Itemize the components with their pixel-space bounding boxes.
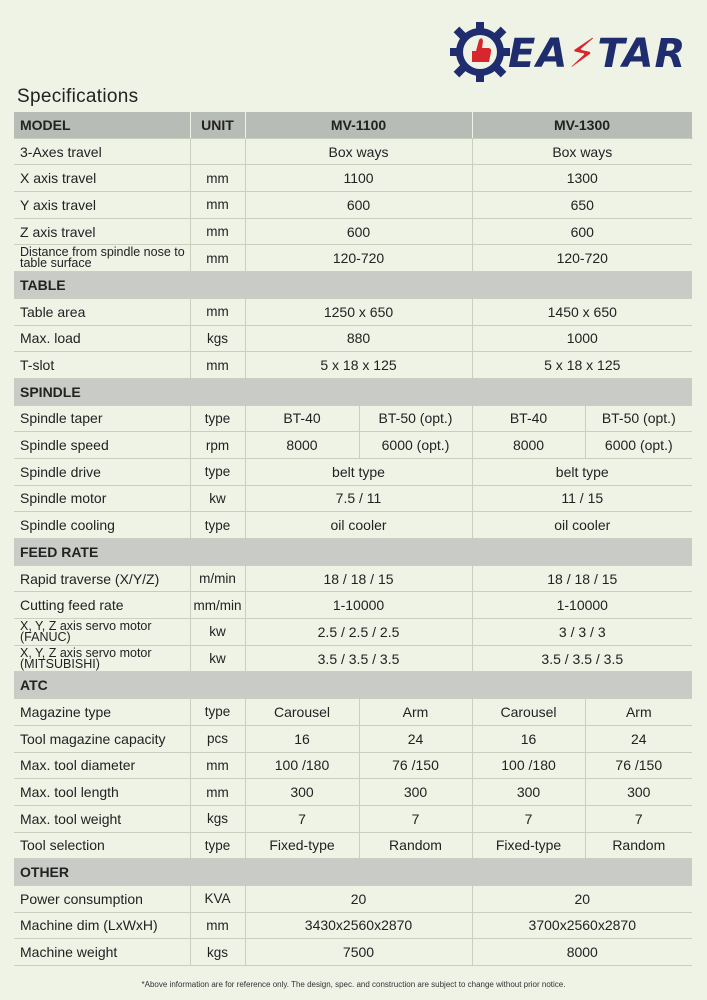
mv1300-value-a: 8000: [472, 432, 585, 459]
row-label: Y axis travel: [14, 192, 190, 219]
row-label: Machine weight: [14, 939, 190, 966]
table-row: [14, 405, 692, 432]
row-unit: mm: [190, 298, 245, 325]
table-row: [14, 912, 692, 939]
mv1300-value: Box ways: [472, 138, 692, 165]
mv1100-value-b: 300: [359, 779, 472, 806]
mv1300-value: 120-720: [472, 245, 692, 272]
mv1100-value: 2.5 / 2.5 / 2.5: [245, 619, 472, 646]
mv1300-value: 600: [472, 218, 692, 245]
table-row: [14, 725, 692, 752]
section-atc: ATC: [14, 672, 692, 699]
mv1300-value: 20: [472, 885, 692, 912]
mv1100-value-b: 76 /150: [359, 752, 472, 779]
table-row: [14, 218, 692, 245]
mv1300-value-b: Random: [585, 832, 692, 859]
brand-wordmark: EA⚡TAR: [508, 31, 687, 77]
row-label: Machine dim (LxWxH): [14, 912, 190, 939]
mv1300-value: 3 / 3 / 3: [472, 619, 692, 646]
header-mv1100: MV-1100: [245, 112, 472, 138]
table-row: [14, 298, 692, 325]
mv1300-value: 1300: [472, 165, 692, 192]
mv1300-value-b: 300: [585, 779, 692, 806]
mv1100-value: 20: [245, 885, 472, 912]
header-unit: UNIT: [190, 112, 245, 138]
row-label: Max. load: [14, 325, 190, 352]
mv1300-value: 3.5 / 3.5 / 3.5: [472, 645, 692, 672]
row-label: Spindle drive: [14, 458, 190, 485]
mv1100-value-b: Arm: [359, 699, 472, 726]
row-label: 3-Axes travel: [14, 138, 190, 165]
mv1300-value-b: 6000 (opt.): [585, 432, 692, 459]
table-row: [14, 619, 692, 646]
row-unit: mm: [190, 752, 245, 779]
mv1300-value: 5 x 18 x 125: [472, 352, 692, 379]
mv1300-value: 1-10000: [472, 592, 692, 619]
section-header: [14, 859, 692, 886]
mv1100-value: 1100: [245, 165, 472, 192]
row-label: Max. tool diameter: [14, 752, 190, 779]
row-unit: pcs: [190, 725, 245, 752]
row-label: Cutting feed rate: [14, 592, 190, 619]
mv1100-value: 18 / 18 / 15: [245, 565, 472, 592]
row-label: X, Y, Z axis servo motor (FANUC): [14, 619, 190, 646]
row-unit: m/min: [190, 565, 245, 592]
mv1100-value-a: BT-40: [245, 405, 359, 432]
mv1100-value: 1250 x 650: [245, 298, 472, 325]
mv1100-value-b: BT-50 (opt.): [359, 405, 472, 432]
row-unit: kw: [190, 485, 245, 512]
mv1100-value: 880: [245, 325, 472, 352]
table-row: [14, 512, 692, 539]
mv1100-value: 600: [245, 218, 472, 245]
mv1100-value: 7.5 / 11: [245, 485, 472, 512]
table-row: [14, 565, 692, 592]
row-label: Power consumption: [14, 885, 190, 912]
section-feed-rate: FEED RATE: [14, 539, 692, 566]
table-row: [14, 352, 692, 379]
section-header: [14, 272, 692, 299]
mv1100-value-a: 7: [245, 805, 359, 832]
mv1300-value-b: 76 /150: [585, 752, 692, 779]
row-label: T-slot: [14, 352, 190, 379]
mv1300-value: oil cooler: [472, 512, 692, 539]
mv1300-value-b: BT-50 (opt.): [585, 405, 692, 432]
mv1300-value-a: 100 /180: [472, 752, 585, 779]
row-unit: kgs: [190, 939, 245, 966]
footnote: *Above information are for reference only. The design, spec. and construction are subject to change without prior notice.: [141, 980, 566, 989]
mv1300-value-a: 7: [472, 805, 585, 832]
row-unit: type: [190, 699, 245, 726]
mv1300-value-b: 24: [585, 725, 692, 752]
row-unit: mm/min: [190, 592, 245, 619]
mv1300-value: 11 / 15: [472, 485, 692, 512]
row-unit: type: [190, 512, 245, 539]
table-row: [14, 645, 692, 672]
table-row: [14, 752, 692, 779]
mv1300-value-a: Fixed-type: [472, 832, 585, 859]
row-label: Spindle motor: [14, 485, 190, 512]
mv1300-value: 1000: [472, 325, 692, 352]
mv1100-value-a: 300: [245, 779, 359, 806]
row-label: Max. tool length: [14, 779, 190, 806]
row-unit: kgs: [190, 805, 245, 832]
gear-thumb-icon: [450, 18, 510, 84]
row-unit: KVA: [190, 885, 245, 912]
table-row: [14, 165, 692, 192]
mv1100-value-a: 100 /180: [245, 752, 359, 779]
header-model: MODEL: [14, 112, 190, 138]
row-label: X, Y, Z axis servo motor (MITSUBISHI): [14, 645, 190, 672]
row-label: Spindle cooling: [14, 512, 190, 539]
row-label: Tool selection: [14, 832, 190, 859]
row-unit: kw: [190, 645, 245, 672]
row-label: Z axis travel: [14, 218, 190, 245]
section-header: [14, 378, 692, 405]
mv1100-value: Box ways: [245, 138, 472, 165]
spec-table: [14, 112, 693, 966]
mv1300-value-a: BT-40: [472, 405, 585, 432]
mv1100-value-b: Random: [359, 832, 472, 859]
table-row: [14, 805, 692, 832]
section-table: TABLE: [14, 272, 692, 299]
header-mv1300: MV-1300: [472, 112, 692, 138]
header-row: [14, 112, 692, 138]
row-unit: [190, 138, 245, 165]
row-label: Rapid traverse (X/Y/Z): [14, 565, 190, 592]
mv1100-value: 3430x2560x2870: [245, 912, 472, 939]
table-row: [14, 485, 692, 512]
row-unit: type: [190, 405, 245, 432]
section-header: [14, 672, 692, 699]
mv1100-value-a: Carousel: [245, 699, 359, 726]
mv1300-value-b: Arm: [585, 699, 692, 726]
row-unit: mm: [190, 912, 245, 939]
row-label: Table area: [14, 298, 190, 325]
table-row: [14, 138, 692, 165]
row-label: Tool magazine capacity: [14, 725, 190, 752]
table-row: [14, 325, 692, 352]
mv1300-value: 18 / 18 / 15: [472, 565, 692, 592]
eastar-logo: [450, 16, 695, 86]
table-row: [14, 432, 692, 459]
mv1300-value-a: Carousel: [472, 699, 585, 726]
mv1300-value: 1450 x 650: [472, 298, 692, 325]
mv1100-value-b: 24: [359, 725, 472, 752]
mv1100-value: 7500: [245, 939, 472, 966]
mv1300-value-a: 300: [472, 779, 585, 806]
table-row: [14, 592, 692, 619]
section-other: OTHER: [14, 859, 692, 886]
mv1100-value-b: 7: [359, 805, 472, 832]
mv1100-value: 600: [245, 192, 472, 219]
row-unit: mm: [190, 352, 245, 379]
table-row: [14, 779, 692, 806]
row-label: Max. tool weight: [14, 805, 190, 832]
table-row: [14, 885, 692, 912]
row-unit: mm: [190, 192, 245, 219]
row-label: Spindle taper: [14, 405, 190, 432]
row-unit: type: [190, 458, 245, 485]
mv1100-value-b: 6000 (opt.): [359, 432, 472, 459]
row-unit: type: [190, 832, 245, 859]
row-label: Distance from spindle nose to table surface: [14, 245, 190, 272]
mv1100-value-a: 8000: [245, 432, 359, 459]
row-unit: mm: [190, 779, 245, 806]
mv1100-value-a: Fixed-type: [245, 832, 359, 859]
row-label: Spindle speed: [14, 432, 190, 459]
mv1300-value: 3700x2560x2870: [472, 912, 692, 939]
mv1300-value-b: 7: [585, 805, 692, 832]
table-row: [14, 832, 692, 859]
mv1100-value: 3.5 / 3.5 / 3.5: [245, 645, 472, 672]
table-row: [14, 939, 692, 966]
row-unit: mm: [190, 245, 245, 272]
table-row: [14, 458, 692, 485]
section-spindle: SPINDLE: [14, 378, 692, 405]
mv1100-value: 120-720: [245, 245, 472, 272]
table-row: [14, 192, 692, 219]
mv1300-value: 650: [472, 192, 692, 219]
table-row: [14, 699, 692, 726]
mv1100-value: oil cooler: [245, 512, 472, 539]
page-title: Specifications: [17, 86, 139, 107]
section-header: [14, 539, 692, 566]
mv1100-value: belt type: [245, 458, 472, 485]
row-unit: kw: [190, 619, 245, 646]
mv1100-value: 5 x 18 x 125: [245, 352, 472, 379]
table-row: [14, 245, 692, 272]
row-unit: rpm: [190, 432, 245, 459]
mv1300-value-a: 16: [472, 725, 585, 752]
mv1300-value: belt type: [472, 458, 692, 485]
mv1100-value-a: 16: [245, 725, 359, 752]
row-unit: kgs: [190, 325, 245, 352]
row-label: Magazine type: [14, 699, 190, 726]
mv1100-value: 1-10000: [245, 592, 472, 619]
row-unit: mm: [190, 218, 245, 245]
row-label: X axis travel: [14, 165, 190, 192]
row-unit: mm: [190, 165, 245, 192]
mv1300-value: 8000: [472, 939, 692, 966]
